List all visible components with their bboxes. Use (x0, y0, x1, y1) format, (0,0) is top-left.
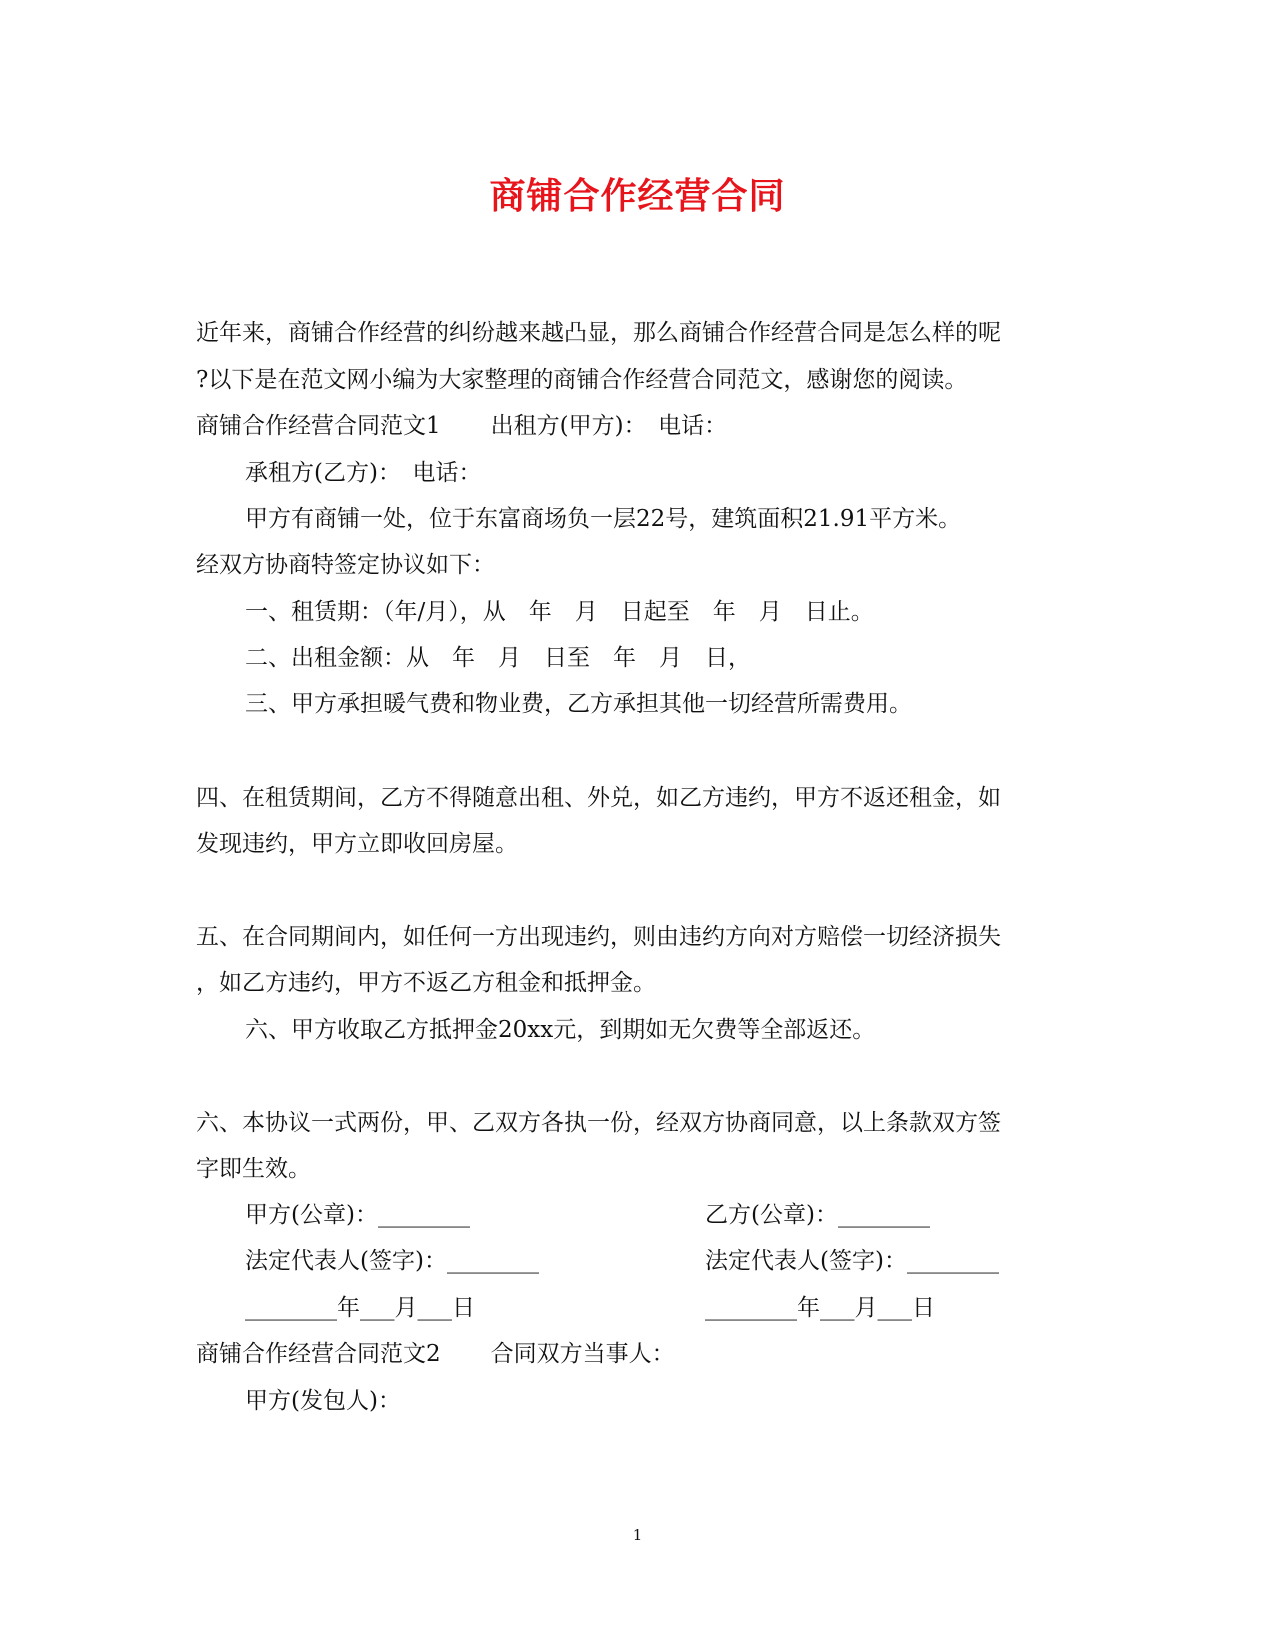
lessee-line: 承租方(乙方)： 电话： (245, 460, 482, 486)
party-a-representative: 法定代表人(签字)：________ (245, 1248, 539, 1274)
clause-6a: 六、甲方收取乙方抵押金20xx元，到期如无欠费等全部返还。 (245, 1017, 876, 1043)
party-b-seal: 乙方(公章)：________ (705, 1202, 930, 1228)
sample-2-heading: 商铺合作经营合同范文2 (196, 1341, 441, 1367)
intro-line-2: ?以下是在范文网小编为大家整理的商铺合作经营合同范文，感谢您的阅读。 (196, 367, 968, 393)
party-a-date: ________年___月___日 (245, 1295, 475, 1321)
clause-5-line-2: ，如乙方违约，甲方不返乙方租金和抵押金。 (196, 970, 656, 996)
lessor-line: 出租方(甲方)： 电话： (490, 413, 728, 439)
clause-4-line-1: 四、在租赁期间，乙方不得随意出租、外兑，如乙方违约，甲方不返还租金，如 (196, 785, 1001, 811)
clause-1: 一、租赁期：（年/月），从 年 月 日起至 年 月 日止。 (245, 599, 874, 625)
party-b-date: ________年___月___日 (705, 1295, 935, 1321)
sample-2-heading-line (196, 1339, 675, 1369)
intro-line-1: 近年来，商铺合作经营的纠纷越来越凸显，那么商铺合作经营合同是怎么样的呢 (196, 320, 1001, 346)
sample-1-heading-line (196, 411, 727, 441)
employer-line: 甲方(发包人)： (245, 1388, 401, 1414)
clause-3: 三、甲方承担暖气费和物业费，乙方承担其他一切经营所需费用。 (245, 691, 912, 717)
clause-6b-line-2: 字即生效。 (196, 1156, 311, 1182)
agreement-intro: 经双方协商特签定协议如下： (196, 552, 495, 578)
page-number: 1 (632, 1526, 643, 1544)
document-title: 商铺合作经营合同 (489, 176, 786, 217)
parties-label: 合同双方当事人： (490, 1341, 675, 1367)
clause-6b-line-1: 六、本协议一式两份，甲、乙双方各执一份，经双方协商同意，以上条款双方签 (196, 1110, 1001, 1136)
shop-description: 甲方有商铺一处，位于东富商场负一层22号，建筑面积21.91平方米。 (245, 506, 962, 532)
clause-5-line-1: 五、在合同期间内，如任何一方出现违约，则由违约方向对方赔偿一切经济损失 (196, 924, 1001, 950)
sample-1-heading: 商铺合作经营合同范文1 (196, 413, 441, 439)
party-b-representative: 法定代表人(签字)：________ (705, 1248, 999, 1274)
clause-2: 二、出租金额：从 年 月 日至 年 月 日， (245, 645, 751, 671)
party-a-seal: 甲方(公章)：________ (245, 1202, 470, 1228)
clause-4-line-2: 发现违约，甲方立即收回房屋。 (196, 831, 518, 857)
